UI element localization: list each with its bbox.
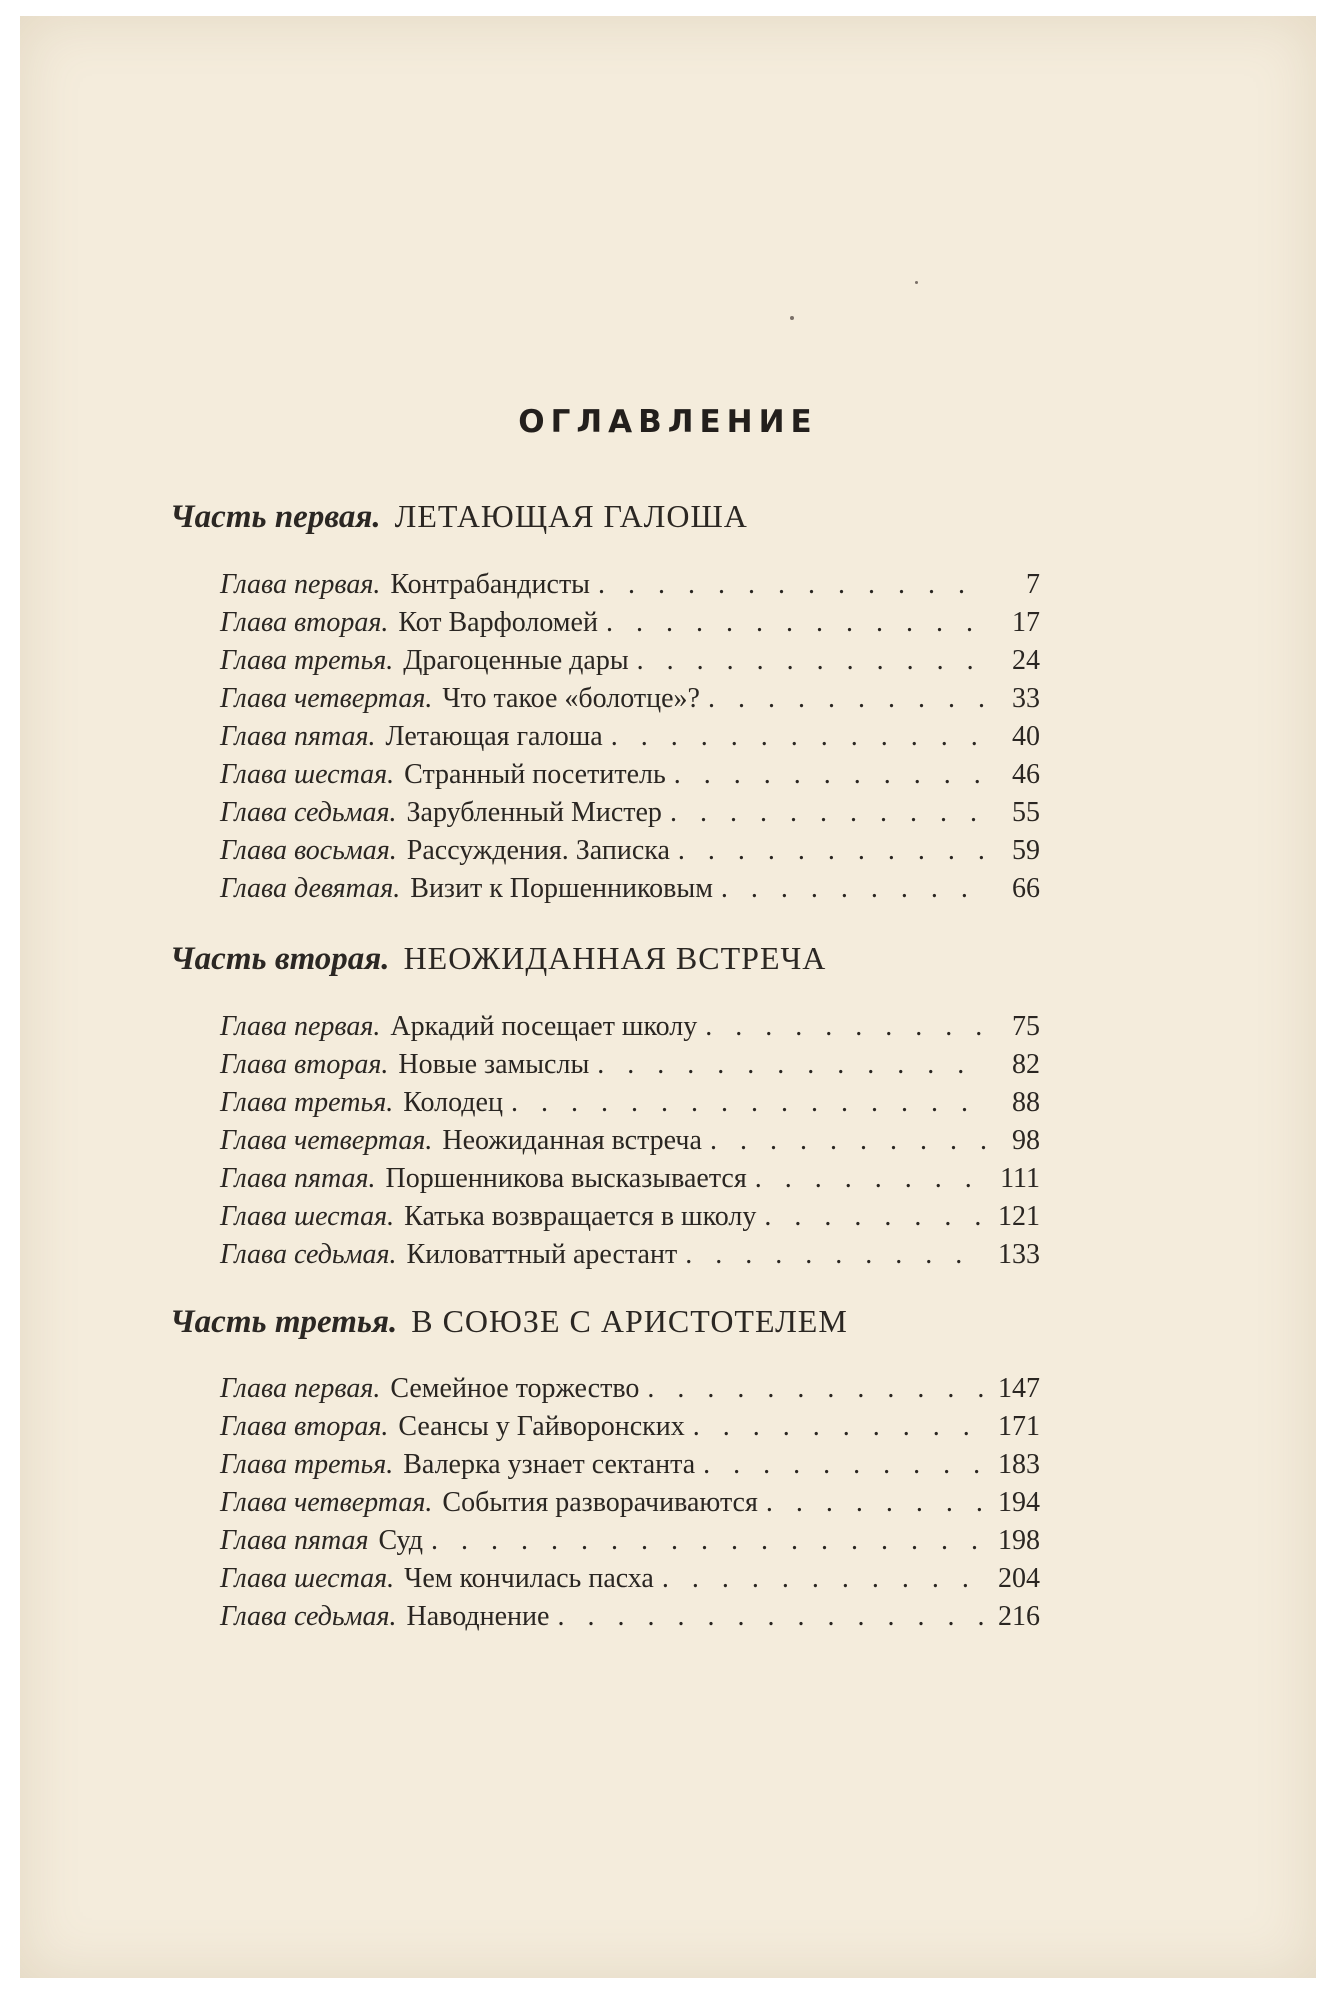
- dot-leader: [598, 569, 986, 601]
- part-label: Часть вторая.: [170, 941, 390, 977]
- page-number: 121: [998, 1201, 1040, 1232]
- dot-leader: [708, 683, 986, 715]
- toc-entry: [220, 1563, 1040, 1601]
- dot-leader: [670, 797, 986, 829]
- page-number: 198: [998, 1525, 1040, 1556]
- page-number: 75: [1012, 1011, 1040, 1042]
- page-number: 171: [998, 1411, 1040, 1442]
- chapter-label: Глава вторая.: [220, 1049, 389, 1080]
- toc-entry: [220, 607, 1040, 645]
- chapter-label: Глава вторая.: [220, 607, 389, 638]
- toc-entry: [220, 1487, 1040, 1525]
- chapter-label: Глава восьмая.: [220, 835, 397, 866]
- chapter-label: Глава девятая.: [220, 873, 401, 904]
- toc-entry: [220, 1373, 1040, 1411]
- chapter-title: Катька возвращается в школу: [404, 1201, 757, 1232]
- part-label: Часть первая.: [170, 499, 381, 535]
- chapter-title: Странный посетитель: [404, 759, 666, 790]
- dot-leader: [710, 1125, 986, 1157]
- part-heading: [170, 1303, 1050, 1341]
- page-number: 98: [1012, 1125, 1040, 1156]
- toc-entry: [220, 721, 1040, 759]
- dot-leader: [662, 1563, 986, 1595]
- toc-entry: [220, 1049, 1040, 1087]
- toc-entry: [220, 1525, 1040, 1563]
- toc-entry: [220, 569, 1040, 607]
- dot-leader: [511, 1087, 986, 1119]
- part-title: В СОЮЗЕ С АРИСТОТЕЛЕМ: [411, 1303, 848, 1339]
- toc-entry: [220, 1087, 1040, 1125]
- paper-speck: [790, 316, 794, 320]
- chapter-title: Чем кончилась пасха: [404, 1563, 654, 1594]
- toc-entry: [220, 1449, 1040, 1487]
- toc-entry: [220, 645, 1040, 683]
- part-title: НЕОЖИДАННАЯ ВСТРЕЧА: [403, 940, 827, 976]
- chapter-label: Глава шестая.: [220, 1201, 395, 1232]
- dot-leader: [764, 1201, 986, 1233]
- dot-leader: [693, 1411, 986, 1443]
- part-heading: [170, 940, 1050, 978]
- chapter-label: Глава пятая.: [220, 1163, 376, 1194]
- toc-entry: [220, 1239, 1040, 1277]
- toc-entry: [220, 835, 1040, 873]
- toc-entry: [220, 759, 1040, 797]
- page-number: 216: [998, 1601, 1040, 1632]
- book-page: [20, 16, 1316, 1978]
- chapter-label: Глава пятая: [220, 1525, 369, 1556]
- page-number: 111: [1000, 1163, 1040, 1194]
- page-number: 24: [1012, 645, 1040, 676]
- dot-leader: [637, 645, 986, 677]
- page-number: 7: [1026, 569, 1040, 600]
- chapter-label: Глава вторая.: [220, 1411, 389, 1442]
- chapter-title: Рассуждения. Записка: [406, 835, 670, 866]
- chapter-label: Глава пятая.: [220, 721, 376, 752]
- chapter-title: Новые замыслы: [398, 1049, 590, 1080]
- chapter-title: События разворачиваются: [442, 1487, 758, 1518]
- dot-leader: [611, 721, 986, 753]
- dot-leader: [755, 1163, 986, 1195]
- chapter-label: Глава шестая.: [220, 759, 395, 790]
- chapter-label: Глава четвертая.: [220, 1125, 433, 1156]
- chapter-title: Зарубленный Мистер: [406, 797, 662, 828]
- dot-leader: [647, 1373, 986, 1405]
- chapter-label: Глава седьмая.: [220, 1601, 397, 1632]
- chapter-label: Глава третья.: [220, 645, 394, 676]
- toc-entry: [220, 1125, 1040, 1163]
- chapter-label: Глава седьмая.: [220, 797, 397, 828]
- dot-leader: [766, 1487, 986, 1519]
- dot-leader: [597, 1049, 986, 1081]
- chapter-title: Наводнение: [406, 1601, 550, 1632]
- dot-leader: [705, 1011, 986, 1043]
- chapter-title: Сеансы у Гайворонских: [398, 1411, 685, 1442]
- chapter-label: Глава первая.: [220, 1373, 381, 1404]
- toc-entry: [220, 797, 1040, 835]
- chapter-label: Глава первая.: [220, 569, 381, 600]
- dot-leader: [557, 1601, 986, 1633]
- toc-entry: [220, 1411, 1040, 1449]
- dot-leader: [703, 1449, 986, 1481]
- part-label: Часть третья.: [170, 1304, 398, 1340]
- dot-leader: [674, 759, 986, 791]
- dot-leader: [685, 1239, 986, 1271]
- page-number: 55: [1012, 797, 1040, 828]
- page-number: 183: [998, 1449, 1040, 1480]
- toc-entry: [220, 873, 1040, 911]
- page-number: 133: [998, 1239, 1040, 1270]
- chapter-label: Глава третья.: [220, 1087, 394, 1118]
- chapter-title: Драгоценные дары: [403, 645, 629, 676]
- page-number: 46: [1012, 759, 1040, 790]
- chapter-label: Глава третья.: [220, 1449, 394, 1480]
- toc-entry: [220, 1201, 1040, 1239]
- chapter-title: Семейное торжество: [390, 1373, 640, 1404]
- chapter-label: Глава четвертая.: [220, 683, 433, 714]
- chapter-title: Летающая галоша: [385, 721, 603, 752]
- chapter-title: Поршенникова высказывается: [385, 1163, 747, 1194]
- chapter-title: Суд: [378, 1525, 424, 1556]
- part-heading: [170, 498, 1050, 536]
- chapter-title: Неожиданная встреча: [442, 1125, 702, 1156]
- toc-title: ОГЛАВЛЕНИЕ: [518, 404, 818, 440]
- page-number: 66: [1012, 873, 1040, 904]
- dot-leader: [721, 873, 986, 905]
- toc-entry: [220, 1601, 1040, 1639]
- page-number: 33: [1012, 683, 1040, 714]
- toc-entry: [220, 683, 1040, 721]
- chapter-label: Глава седьмая.: [220, 1239, 397, 1270]
- part-title: ЛЕТАЮЩАЯ ГАЛОША: [394, 498, 748, 534]
- chapter-title: Валерка узнает сектанта: [403, 1449, 696, 1480]
- chapter-title: Аркадий посещает школу: [390, 1011, 698, 1042]
- page-number: 88: [1012, 1087, 1040, 1118]
- page-number: 147: [998, 1373, 1040, 1404]
- chapter-title: Колодец: [403, 1087, 503, 1118]
- chapter-label: Глава шестая.: [220, 1563, 395, 1594]
- chapter-label: Глава первая.: [220, 1011, 381, 1042]
- toc-entry: [220, 1011, 1040, 1049]
- paper-speck: [915, 281, 918, 284]
- page-number: 204: [998, 1563, 1040, 1594]
- page-number: 194: [998, 1487, 1040, 1518]
- page-number: 17: [1012, 607, 1040, 638]
- toc-entry: [220, 1163, 1040, 1201]
- dot-leader: [431, 1525, 986, 1557]
- chapter-label: Глава четвертая.: [220, 1487, 433, 1518]
- chapter-title: Контрабандисты: [390, 569, 590, 600]
- page-number: 59: [1012, 835, 1040, 866]
- page-number: 40: [1012, 721, 1040, 752]
- chapter-title: Что такое «болотце»?: [442, 683, 700, 714]
- chapter-title: Кот Варфоломей: [398, 607, 598, 638]
- page-number: 82: [1012, 1049, 1040, 1080]
- chapter-title: Визит к Поршенниковым: [410, 873, 713, 904]
- chapter-title: Киловаттный арестант: [406, 1239, 678, 1270]
- dot-leader: [606, 607, 986, 639]
- dot-leader: [678, 835, 986, 867]
